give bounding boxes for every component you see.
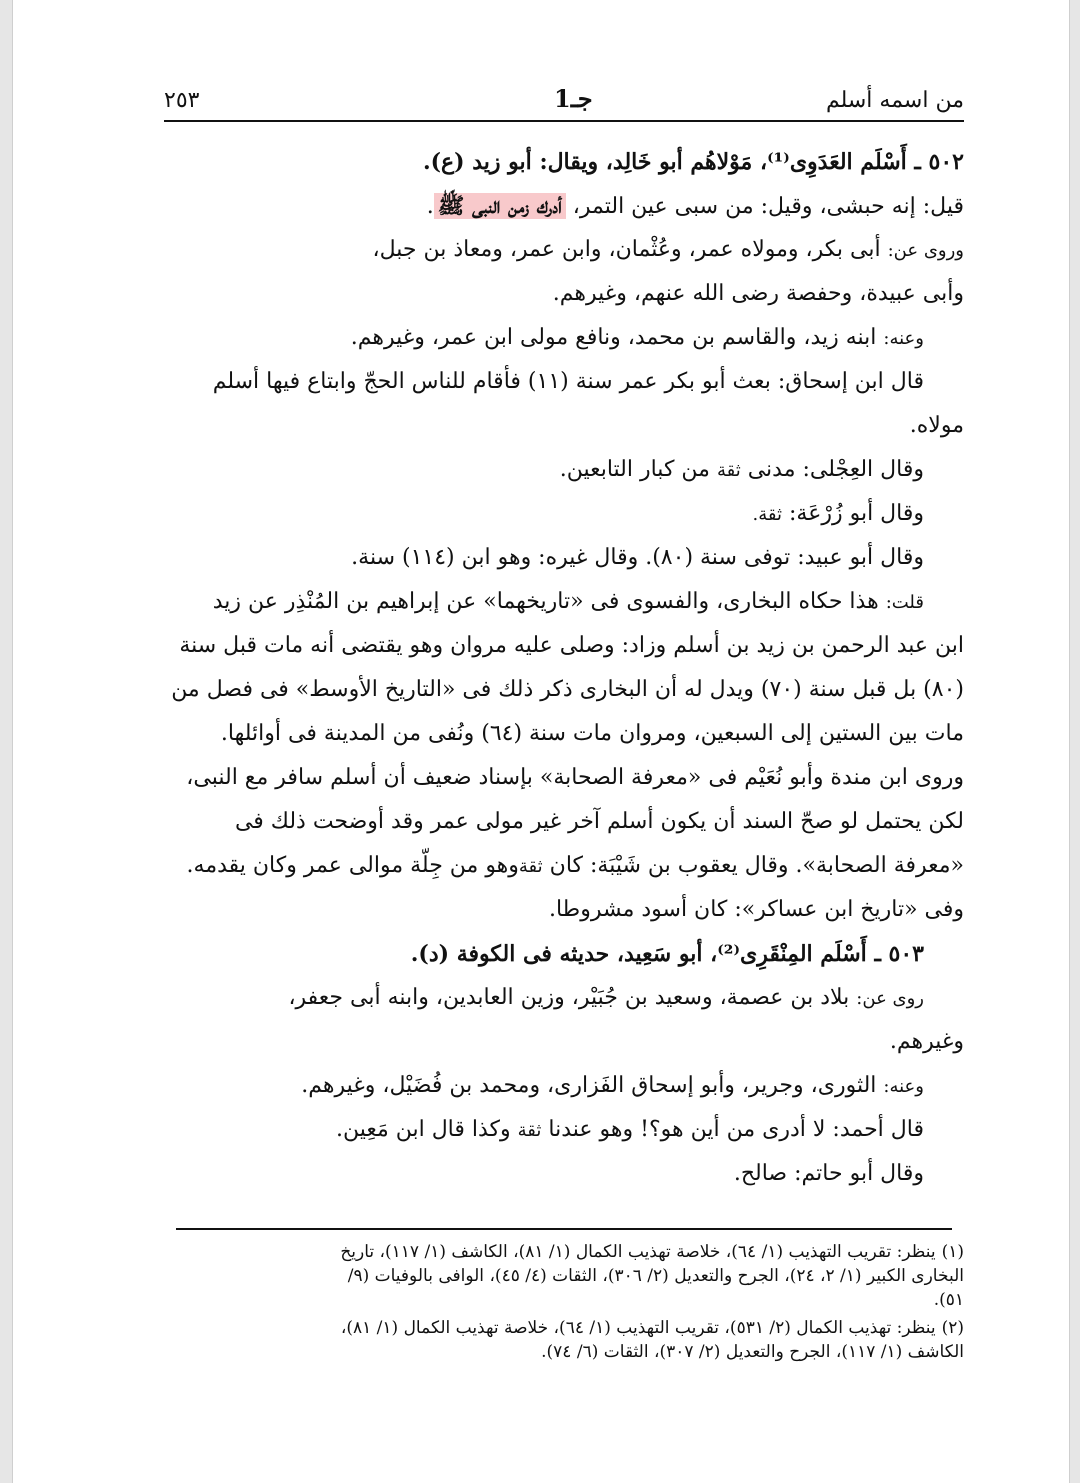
- narrated-from-text: بلاد بن عصمة، وسعيد بن جُبَيْر، وزين العابدين، وابنه أبى جعفر،: [288, 985, 850, 1010]
- footnote-text: البخارى الكبير (١/ ٢، ٢٤)، الجرح والتعديل (٢/ ٣٠٦)، الثقات (٤/ ٤٥)، الوافى بالوفيات (٩/: [347, 1266, 964, 1286]
- footnote-text: ٥١).: [933, 1290, 964, 1310]
- paragraph-line: وروى ابن مندة وأبو نُعَيْم فى «معرفة الصحابة» بإسناد ضعيف أن أسلم سافر مع النبى،: [186, 765, 964, 790]
- ahmad-line: [164, 1108, 964, 1152]
- ahmad-text: قال أحمد: لا أدرى من أين هو؟! وهو عندنا: [548, 1117, 924, 1142]
- entry-503-narrated-from-cont: وغيرهم.: [889, 1029, 964, 1054]
- footnotes: [164, 1240, 964, 1368]
- footnote-text: ينظر: تهذيب الكمال (٢/ ٥٣١)، تقريب التهذيب (١/ ٦٤)، خلاصة تهذيب الكمال (١/ ٨١)،: [340, 1318, 936, 1338]
- abu-hatim-line: وقال أبو حاتم: صالح.: [733, 1161, 924, 1186]
- narrators-text: الثورى، وجرير، وأبو إسحاق الفَزارى، ومحمد بن فُضَيْل، وغيرهم.: [301, 1073, 877, 1098]
- chapter-title: من اسمه أسلم: [825, 88, 964, 113]
- ibn-asakir-line: وفى «تاريخ ابن عساكر»: كان أسود مشروطا.: [548, 897, 964, 922]
- qultu-text: هذا حكاه البخارى، والفسوى فى «تاريخهما» عن إبراهيم بن المُنْذِر عن زيد: [212, 589, 879, 614]
- yaqub-text-2: وهو من جِلّة موالى عمر وكان يقدمه.: [186, 853, 519, 878]
- entry-502-origin: [164, 184, 964, 228]
- qultu-line: [164, 580, 964, 624]
- page-content: [164, 80, 964, 1196]
- yaqub-line: [164, 844, 964, 888]
- thiqa-label: ثقة: [518, 856, 543, 877]
- narrated-from-text: أبى بكر، ومولاه عمر، وعُثْمان، وابن عمر، ومعاذ بن جبل،: [372, 237, 881, 262]
- abu-zura-line: [164, 492, 964, 536]
- entry-503-narrated-from: [164, 976, 964, 1020]
- abu-zura-text: وقال أبو زُرْعَة:: [789, 501, 924, 526]
- narrators-label: وعنه:: [883, 328, 924, 349]
- narrated-from-label: روى عن:: [856, 988, 924, 1009]
- paragraph-line: ابن عبد الرحمن بن زيد بن أسلم وزاد: وصلى عليه مروان وهو يقتضى أنه مات قبل سنة: [179, 633, 964, 658]
- narrators-text: ابنه زيد، والقاسم بن محمد، ونافع مولى ابن عمر، وغيرهم.: [350, 325, 877, 350]
- ijli-text-2: من كبار التابعين.: [559, 457, 710, 482]
- paragraph-line: لكن يحتمل لو صحّ السند أن يكون أسلم آخر غير مولى عمر وقد أوضحت ذلك فى: [234, 809, 964, 834]
- footnote-1: [164, 1240, 964, 1312]
- ibn-ishaq-line-1: قال ابن إسحاق: بعث أبو بكر عمر سنة (١١) فأقام للناس الحجّ وابتاع فيها أسلم: [212, 369, 924, 394]
- narrated-from-label: وروى عن:: [887, 240, 964, 261]
- ahmad-text-2: وكذا قال ابن مَعِين.: [335, 1117, 511, 1142]
- footnote-number: (١): [941, 1242, 964, 1262]
- footnote-2: [164, 1316, 964, 1364]
- thiqa-label: ثقة.: [752, 504, 782, 525]
- paragraph-line: مات بين الستين إلى السبعين، ومروان مات سنة (٦٤) ونُفى من المدينة فى أوائلها.: [220, 721, 964, 746]
- footnote-number: (٢): [941, 1318, 964, 1338]
- origin-text: قيل: إنه حبشى، وقيل: من سبى عين التمر،: [572, 194, 964, 219]
- abu-ubaid-line: وقال أبو عبيد: توفى سنة (٨٠). وقال غيره: وهو ابن (١١٤) سنة.: [351, 545, 924, 570]
- origin-end: .: [426, 194, 434, 219]
- page-header: [164, 80, 964, 122]
- highlighted-text[interactable]: أدرك زمن النبى ﷺ: [434, 193, 566, 219]
- thiqa-label: ثقة: [517, 1120, 542, 1141]
- page-number: ٢٥٣: [164, 88, 200, 113]
- entry-503-narrators: [164, 1064, 964, 1108]
- qultu-label: قلت:: [885, 592, 924, 613]
- ijli-text: وقال العِجْلى: مدنى: [747, 457, 924, 482]
- footnote-separator: [176, 1228, 952, 1230]
- entry-503-heading: ٥٠٣ ـ أَسْلَم المِنْقَرِى⁽²⁾، أبو سَعِيد، حديثه فى الكوفة (د).: [410, 941, 924, 967]
- paragraph-line: (٨٠) بل قبل سنة (٧٠) ويدل له أن البخارى ذكر ذلك فى «التاريخ الأوسط» فى فصل من: [171, 677, 964, 702]
- footnote-text: ينظر: تقريب التهذيب (١/ ٦٤)، خلاصة تهذيب الكمال (١/ ٨١)، الكاشف (١/ ١١٧)، تاريخ: [340, 1242, 936, 1262]
- ijli-line: [164, 448, 964, 492]
- footnote-text: الكاشف (١/ ١١٧)، الجرح والتعديل (٢/ ٣٠٧)، الثقات (٦/ ٧٤).: [541, 1342, 964, 1362]
- entry-502-narrators: [164, 316, 964, 360]
- volume-label: جـ1: [554, 84, 593, 113]
- thiqa-label: ثقة: [716, 460, 741, 481]
- entry-502-heading: ٥٠٢ ـ أَسْلَم العَدَوِى⁽¹⁾، مَوْلاهُم أبو خَالِد، ويقال: أبو زيد (ع).: [422, 149, 964, 175]
- ibn-ishaq-line-2: مولاه.: [909, 413, 964, 438]
- narrators-label: وعنه:: [883, 1076, 924, 1097]
- entry-502-narrated-from: [164, 228, 964, 272]
- yaqub-text: «معرفة الصحابة». وقال يعقوب بن شَيْبَة: كان: [549, 853, 964, 878]
- entry-502-narrated-from-cont: وأبى عبيدة، وحفصة رضى الله عنهم، وغيرهم.: [552, 281, 964, 306]
